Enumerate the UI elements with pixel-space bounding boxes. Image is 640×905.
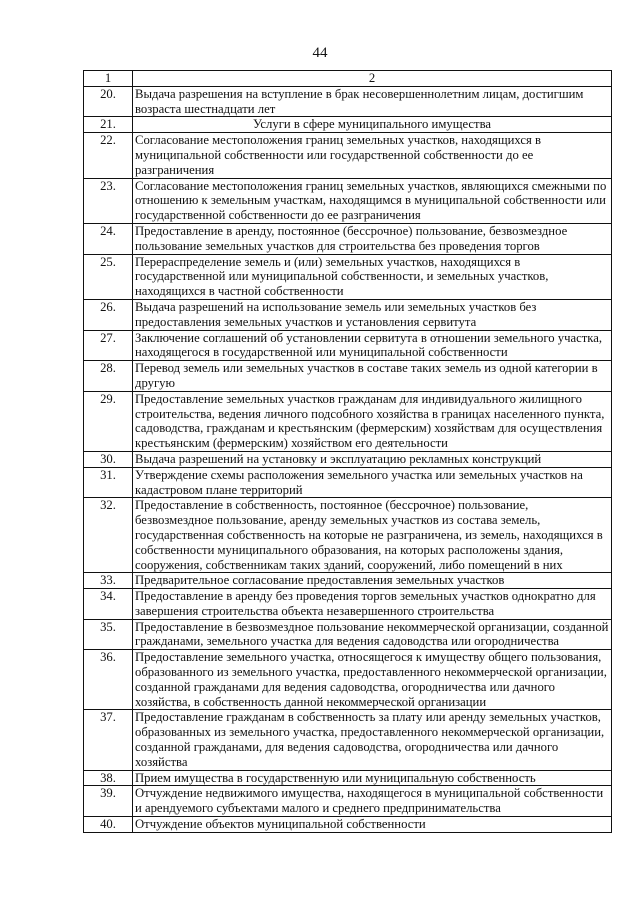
service-description: Предоставление земельного участка, относящегося к имуществу общего пользования, образованного из земельного участка, предоставленного некоммерческой организации, созданной гражданами для ведения садоводства, огородничества или дачного хозяйства, в собственность данной некоммерческой организации xyxy=(133,650,612,710)
row-number: 37. xyxy=(84,710,133,770)
row-number: 39. xyxy=(84,786,133,817)
table-row xyxy=(84,467,612,498)
service-description: Перераспределение земель и (или) земельных участков, находящихся в государственной или муниципальной собственности, и земельных участков, находящихся в частной собственности xyxy=(133,254,612,299)
row-number: 27. xyxy=(84,330,133,361)
row-number: 30. xyxy=(84,451,133,467)
service-description: Предварительное согласование предоставления земельных участков xyxy=(133,573,612,589)
column-header-number: 1 xyxy=(84,71,133,87)
section-heading-row xyxy=(84,117,612,133)
service-description: Прием имущества в государственную или муниципальную собственность xyxy=(133,770,612,786)
service-description: Предоставление в собственность, постоянное (бессрочное) пользование, безвозмездное пользование, аренду земельных участков из состава земель, государственная собственность на которые не разграничена, из земель, находящихся в собственности муниципального образования, на которых расположены здания, сооружения, собственникам таких зданий, сооружений, либо помещений в них xyxy=(133,498,612,573)
table-row xyxy=(84,573,612,589)
table-row xyxy=(84,133,612,178)
table-row xyxy=(84,330,612,361)
row-number: 34. xyxy=(84,589,133,620)
service-description: Заключение соглашений об установлении сервитута в отношении земельного участка, находящегося в государственной или муниципальной собственности xyxy=(133,330,612,361)
table-row xyxy=(84,817,612,833)
table-row xyxy=(84,770,612,786)
service-description: Предоставление гражданам в собственность за плату или аренду земельных участков, образованных из земельного участка, предоставленного некоммерческой организации, созданной гражданами, для ведения садоводства, огородничества или дачного хозяйства xyxy=(133,710,612,770)
services-table xyxy=(83,70,612,833)
service-description: Предоставление в аренду, постоянное (бессрочное) пользование, безвозмездное пользование земельных участков для строительства без проведения торгов xyxy=(133,223,612,254)
row-number: 24. xyxy=(84,223,133,254)
row-number: 29. xyxy=(84,391,133,451)
row-number: 26. xyxy=(84,299,133,330)
row-number: 33. xyxy=(84,573,133,589)
service-description: Утверждение схемы расположения земельного участка или земельных участков на кадастровом плане территорий xyxy=(133,467,612,498)
row-number: 25. xyxy=(84,254,133,299)
table-row xyxy=(84,254,612,299)
services-table-body xyxy=(84,71,612,833)
page-number: 44 xyxy=(312,45,328,61)
table-row xyxy=(84,223,612,254)
row-number: 36. xyxy=(84,650,133,710)
table-row xyxy=(84,650,612,710)
row-number: 23. xyxy=(84,178,133,223)
table-header-row xyxy=(84,71,612,87)
row-number: 40. xyxy=(84,817,133,833)
service-description: Перевод земель или земельных участков в составе таких земель из одной категории в другую xyxy=(133,361,612,392)
row-number: 38. xyxy=(84,770,133,786)
service-description: Отчуждение объектов муниципальной собственности xyxy=(133,817,612,833)
row-number: 35. xyxy=(84,619,133,650)
service-description: Выдача разрешения на вступление в брак несовершеннолетним лицам, достигшим возраста шестнадцати лет xyxy=(133,86,612,117)
service-description: Выдача разрешений на установку и эксплуатацию рекламных конструкций xyxy=(133,451,612,467)
row-number: 31. xyxy=(84,467,133,498)
table-row xyxy=(84,498,612,573)
row-number: 32. xyxy=(84,498,133,573)
service-description: Предоставление в безвозмездное пользование некоммерческой организации, созданной гражданами, земельного участка для ведения садоводства или огородничества xyxy=(133,619,612,650)
service-description: Отчуждение недвижимого имущества, находящегося в муниципальной собственности и арендуемого субъектами малого и среднего предпринимательства xyxy=(133,786,612,817)
row-number: 28. xyxy=(84,361,133,392)
table-row xyxy=(84,299,612,330)
row-number: 21. xyxy=(84,117,133,133)
table-row xyxy=(84,178,612,223)
service-description: Согласование местоположения границ земельных участков, являющихся смежными по отношению к земельным участкам, находящимся в муниципальной собственности или государственной собственности до ее разграничения xyxy=(133,178,612,223)
table-row xyxy=(84,391,612,451)
table-row xyxy=(84,710,612,770)
table-row xyxy=(84,589,612,620)
table-row xyxy=(84,361,612,392)
table-row xyxy=(84,86,612,117)
row-number: 20. xyxy=(84,86,133,117)
table-row xyxy=(84,786,612,817)
column-header-service: 2 xyxy=(133,71,612,87)
table-row xyxy=(84,451,612,467)
table-row xyxy=(84,619,612,650)
section-heading-text: Услуги в сфере муниципального имущества xyxy=(133,117,612,133)
service-description: Предоставление земельных участков гражданам для индивидуального жилищного строительства, ведения личного подсобного хозяйства в границах населенного пункта, садоводства, гражданам и крестьянским (фермерским) хозяйствам для осуществления крестьянским (фермерским) хозяйством его деятельности xyxy=(133,391,612,451)
service-description: Согласование местоположения границ земельных участков, находящихся в муниципальной собственности или государственной собственности до ее разграничения xyxy=(133,133,612,178)
row-number: 22. xyxy=(84,133,133,178)
service-description: Предоставление в аренду без проведения торгов земельных участков однократно для завершения строительства объекта незавершенного строительства xyxy=(133,589,612,620)
service-description: Выдача разрешений на использование земель или земельных участков без предоставления земельных участков и установления сервитута xyxy=(133,299,612,330)
